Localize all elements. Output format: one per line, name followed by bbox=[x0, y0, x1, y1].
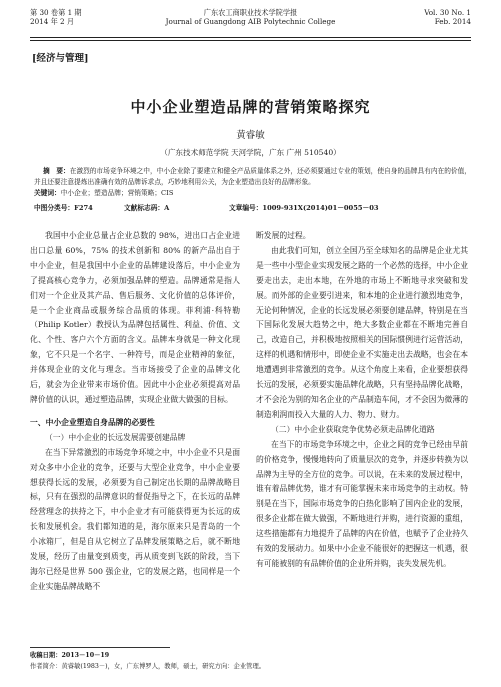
paragraph: 断发展的过程。 bbox=[256, 231, 311, 240]
abstract-text: 在激烈的市场竞争环境之中，中小企业除了要建立和健全产品质量体系之外，还必须要通过专业的策划，使自身的品牌具有内在的价值，并且还要注意提炼出准确有效的品牌诉求点，巧妙地利用公关，为企业塑造出良好的品牌形象。 bbox=[34, 167, 471, 186]
author-name: 黄睿敏 bbox=[236, 130, 265, 141]
subsection-heading: （二）中小企业获取竞争优势必须走品牌化道路 bbox=[271, 424, 435, 434]
abstract bbox=[34, 166, 471, 187]
keywords bbox=[34, 188, 471, 198]
paragraph: 在当下异常激烈的市场竞争环境之中，中小企业不只是面对众多中小企业的竞争，还要与大型企业竞争，中小企业要想获得长远的发展，必须要为自己制定出长期的品牌战略目标，只有在强烈的品牌意识的督促指导之下，在长远的品牌经营理念的扶持之下，中小企业才有可能获得更为长远的成长和发展机会。我们都知道的是，海尔原来只是青岛的一个小冰箱厂，但是自从它树立了品牌发展策略之后，就不断地发展，经历了由量变到质变，再从质变到飞跃的阶段，当下海尔已经是世界 500 强企业，它的发展之路，也同样是一个企业实施品牌战略不 bbox=[30, 447, 240, 591]
keywords-label: 关键词： bbox=[34, 189, 61, 197]
running-header bbox=[30, 6, 471, 36]
abstract-label: 摘 要： bbox=[43, 167, 70, 175]
received-date: 收稿日期：2013－10－19 bbox=[30, 652, 110, 659]
paragraph: 由此我们可知，创立全国乃至全球知名的品牌是企业尤其是一些中小型企业实现发展之路的一个必然的选择，中小企业要走出去，走出本地，在外地的市场上不断地寻求突破和发展。而外部的企业要引进来，和本地的企业进行激烈地竞争，无论何种情况，企业的长远发展必须要创建品牌，特别是在当下国际化发展大趋势之中，绝大多数企业都在不断地完善自己，改造自己，并积极地按照相关的国际惯例进行运营活动，这样的机遇和情形中，即使企业不实施走出去战略，也会在本地遭遇到非常激烈的竞争。从这个角度上来看，企业要想获得长远的发展，必须要实施品牌化战略，只有坚持品牌化战略，才不会沦为别的知名企业的产品制造车间，才不会因为微薄的制造利润而投入大量的人力、物力、财力。 bbox=[256, 245, 468, 419]
header-rule-thin bbox=[30, 40, 471, 41]
paragraph: 在当下的市场竞争环境之中，企业之间的竞争已经由早前的价格竞争，慢慢地转向了质量层次的竞争，并逐步转换为以品牌为主导的全方位的竞争。可以说，在未来的发展过程中，谁有着品牌优势，谁才有可能掌握未来市场竞争的主动权。特别是在当下，国际市场竞争的白热化影响了国内企业的发展，很多企业都在做大做强，不断地进行并购，进行资源的重组，这些措施都有力地提升了品牌的内在价值，也赋予了企业持久有效的发展动力。如果中小企业不能很好的把握这一机遇，很有可能被别的有品牌价值的企业所并购，丧失发展先机。 bbox=[256, 439, 468, 568]
document-code: 文献标志码：A bbox=[124, 204, 170, 212]
footnote-rule bbox=[30, 647, 170, 648]
keywords-text: 中小企业；塑造品牌；营销策略；CIS bbox=[60, 189, 174, 197]
header-rule bbox=[30, 37, 471, 38]
journal-volume-issue: 第 30 卷第 1 期 2014 年 2 月 bbox=[30, 8, 82, 26]
body-column-left bbox=[30, 229, 240, 595]
section-tag: [经济与管理] bbox=[32, 53, 89, 64]
journal-volume-english: Vol. 30 No. 1 Feb. 2014 bbox=[424, 8, 471, 26]
clc-number: 中图分类号：F274 bbox=[34, 204, 93, 212]
author-affiliation: （广东技术师范学院 天河学院，广东 广州 510540） bbox=[160, 148, 341, 157]
section-heading: 一、中小企业塑造自身品牌的必要性 bbox=[30, 417, 155, 427]
article-number: 文章编号：1009-931X(2014)01－0055－03 bbox=[229, 204, 379, 212]
journal-name: 广东农工商职业技术学院学报 Journal of Guangdong AIB Polytechnic College bbox=[165, 8, 336, 26]
article-title: 中小企业塑造品牌的营销策略探究 bbox=[130, 98, 371, 116]
subsection-heading: （一）中小企业的长远发展需要创建品牌 bbox=[45, 432, 186, 442]
body-column-right bbox=[256, 229, 468, 572]
paragraph: 我国中小企业总量占企业总数的 98%，进出口占企业进出口总量 60%，75% 的技术创新和 80% 的新产品出自于中小企业，但是我国中小企业的品牌建设落后，中小企业为了提高核心竞争力，必须加强品牌的塑造。品牌通常是指人们对一个企业及其产品、售后服务、文化价值的总体评价，是一个企业商品或服务综合品质的体现。菲利浦·科特勒（Philip Kotler）教授认为品牌包括属性、利益、价值、文化、个性、客户六个方面的含义。品牌本身就是一种文化现象，它不只是一个名字、一种符号，而是企业精神的象征，并体现企业的文化与理念。当市场接受了企业的品牌文化后，就会为企业带来市场价值。因此中小企业必须提高对品牌价值的认识，通过塑造品牌，实现企业做大做强的目标。 bbox=[30, 231, 240, 404]
footnote bbox=[30, 651, 471, 672]
author-bio: 作者简介：黄睿敏(1983－)，女，广东博罗人，教师，硕士，研究方向：企业管理。 bbox=[30, 662, 266, 670]
